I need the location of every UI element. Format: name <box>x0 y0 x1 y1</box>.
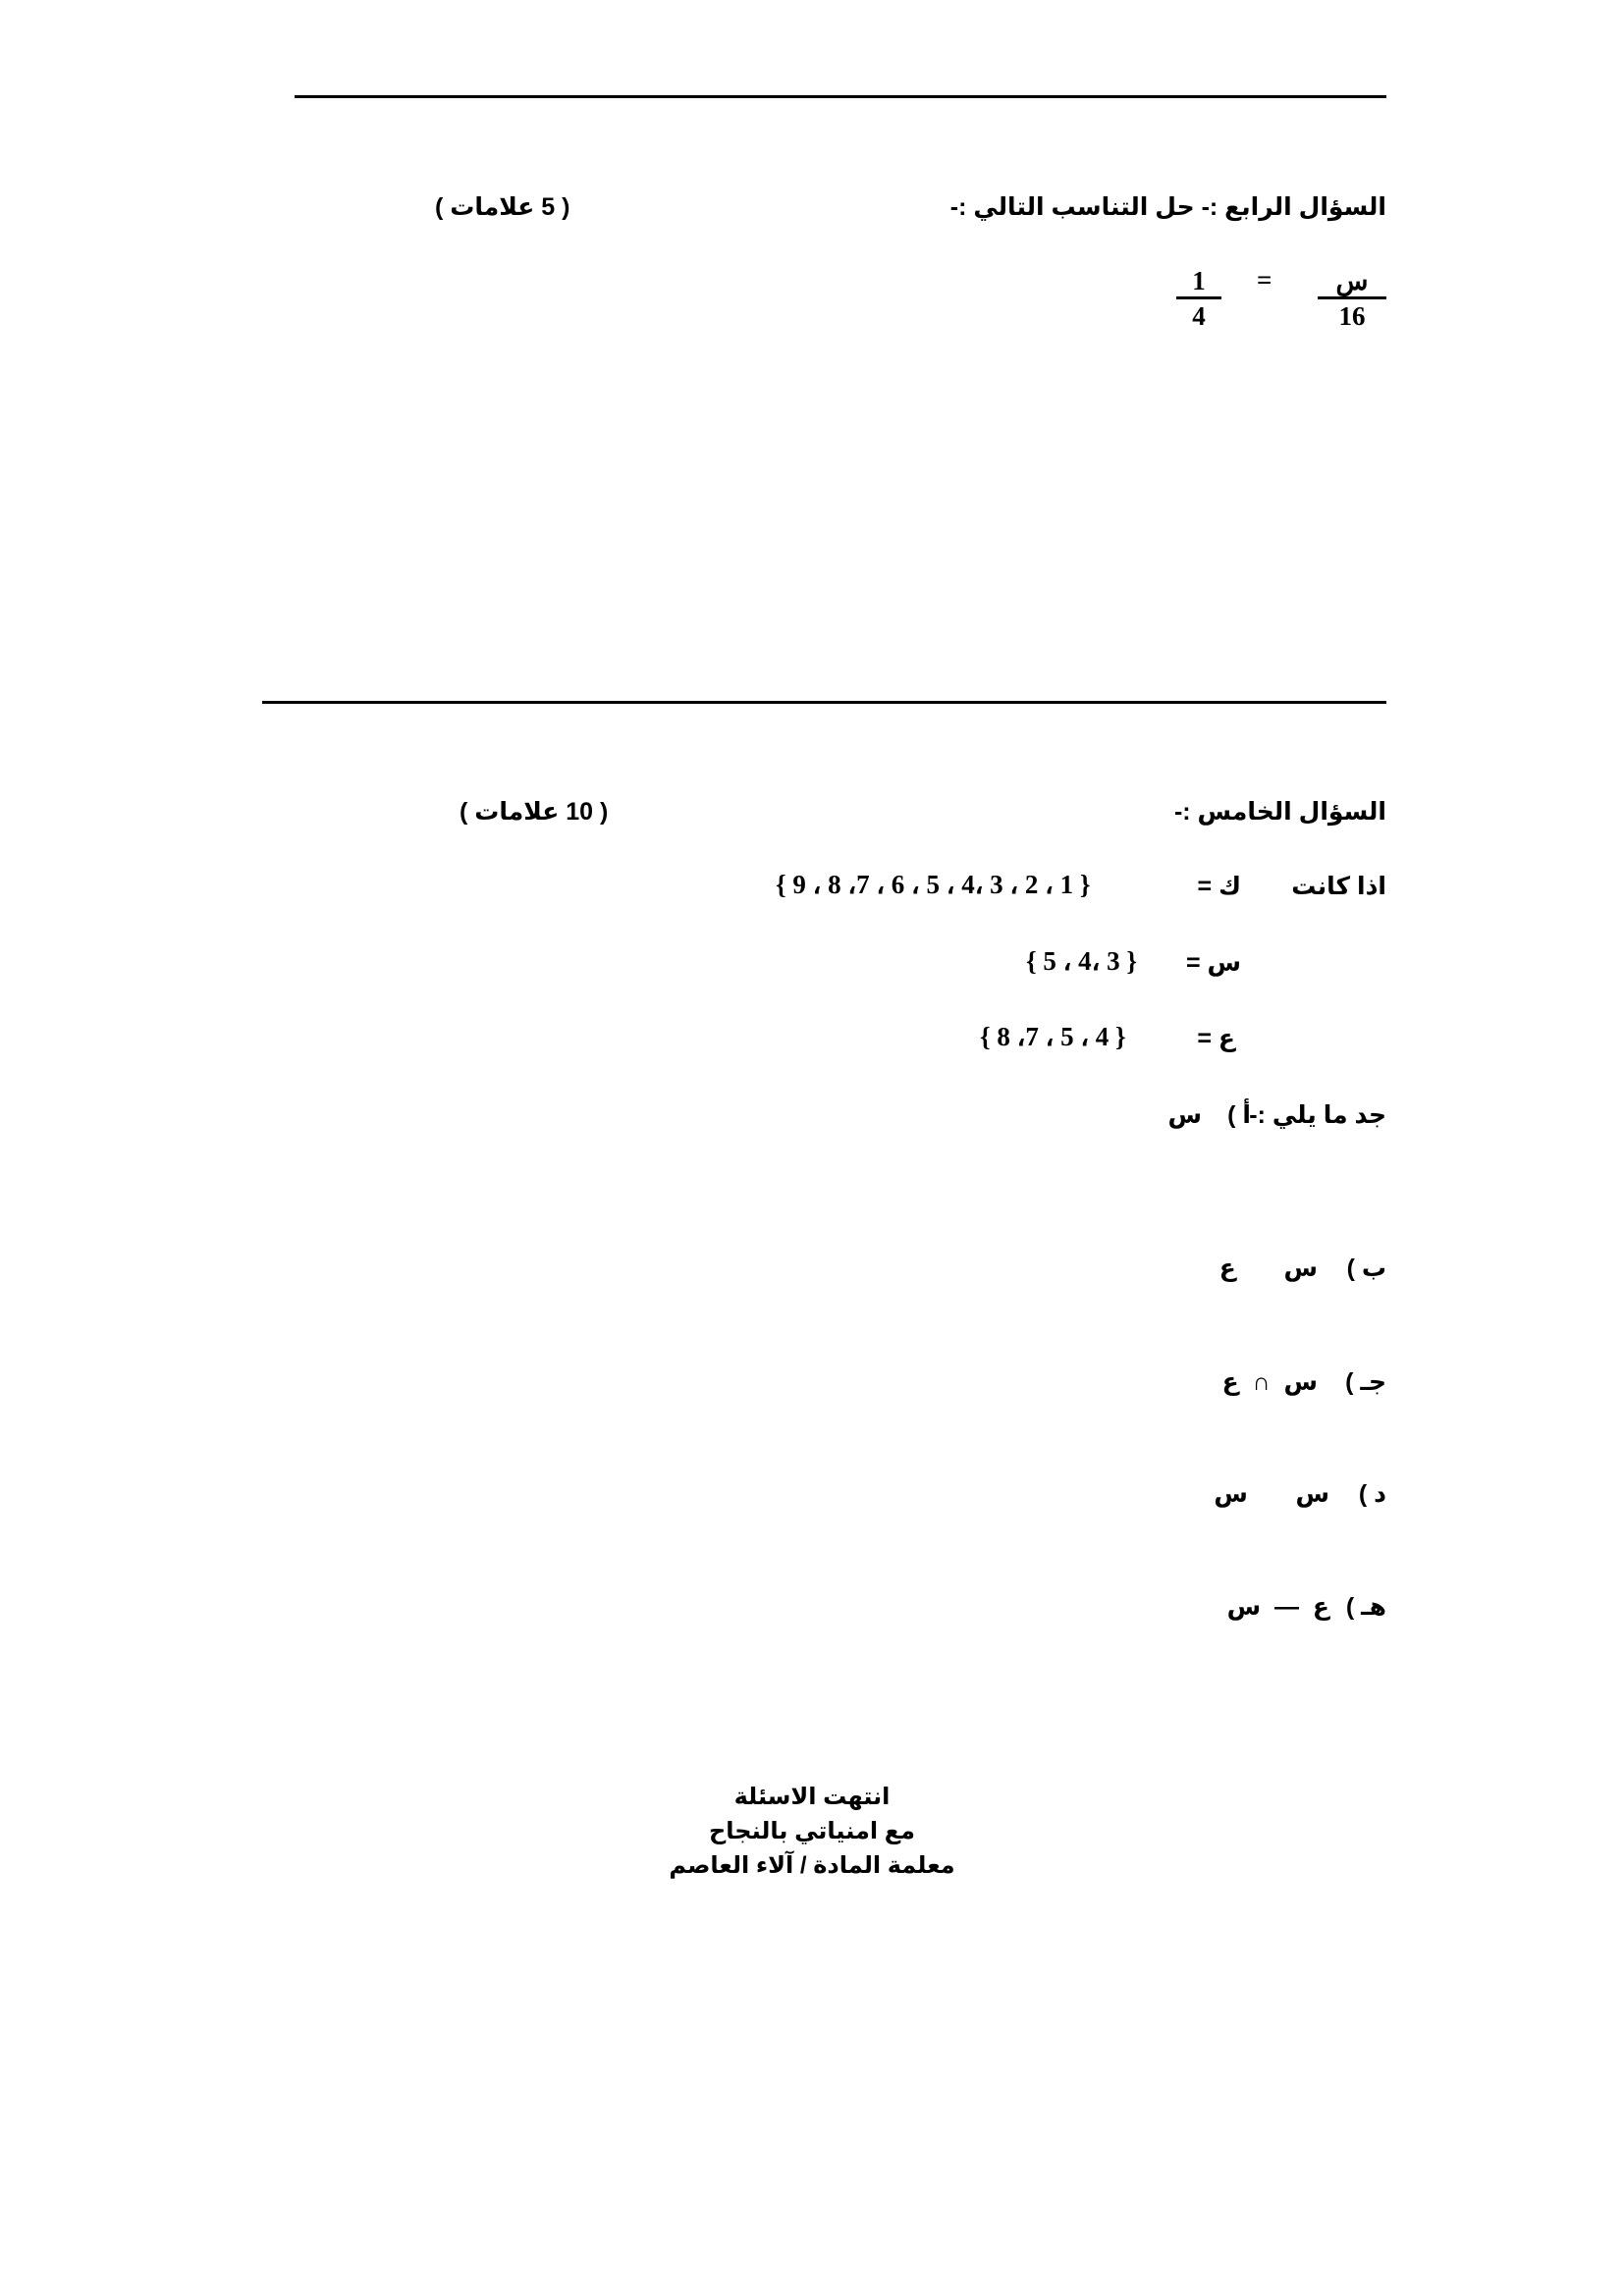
top-divider <box>295 95 1386 98</box>
footer-wishes: مع امنياتي بالنجاح <box>708 1818 915 1844</box>
part-a-letter: أ ) <box>1227 1101 1251 1129</box>
part-d-letter: د ) <box>1358 1480 1386 1508</box>
middle-divider <box>262 701 1386 704</box>
q4-fraction-left <box>1318 265 1386 333</box>
set-k-label: ك = <box>1197 873 1241 900</box>
fraction-numerator: 1 <box>1192 266 1206 295</box>
set-s-label: س = <box>1185 949 1241 977</box>
q5-intro: اذا كانت <box>1291 873 1386 900</box>
q4-marks: ( 5 علامات ) <box>435 193 570 221</box>
part-b-letter: ب ) <box>1346 1255 1386 1282</box>
part-e-letter: هـ ) <box>1345 1593 1386 1621</box>
q4-equals: = <box>1257 265 1272 294</box>
q5-title: السؤال الخامس :- <box>1173 798 1386 826</box>
q4-title: السؤال الرابع :- حل التناسب التالي :- <box>949 193 1386 221</box>
find-label: جد ما يلي :- <box>1249 1101 1386 1129</box>
part-e-expr: ع — س <box>1226 1593 1329 1621</box>
set-a-elements: { 8 ،7 ، 5 ، 4 } <box>980 1022 1126 1051</box>
set-k-elements: { 9 ، 8 ،7 ، 6 ، 5 ، 4، 3 ، 2 ، 1 } <box>776 870 1091 899</box>
footer-teacher: معلمة المادة / آلاء العاصم <box>669 1852 955 1879</box>
part-c-letter: جـ ) <box>1345 1368 1386 1396</box>
set-a-label: ع = <box>1197 1025 1235 1052</box>
footer-end-note: انتهت الاسئلة <box>733 1784 891 1810</box>
q5-marks: ( 10 علامات ) <box>460 798 609 826</box>
part-d-expr: س س <box>1214 1480 1329 1508</box>
fraction-numerator: س <box>1335 266 1369 295</box>
set-s-elements: { 5 ، 4، 3 } <box>1026 946 1137 976</box>
part-b-expr: س ع <box>1218 1255 1318 1282</box>
fraction-denominator: 4 <box>1192 301 1206 331</box>
part-a-expr: س <box>1167 1101 1202 1129</box>
part-c-expr: س ∩ ع <box>1221 1368 1318 1396</box>
q4-fraction-right <box>1176 265 1221 333</box>
fraction-denominator: 16 <box>1338 301 1366 331</box>
